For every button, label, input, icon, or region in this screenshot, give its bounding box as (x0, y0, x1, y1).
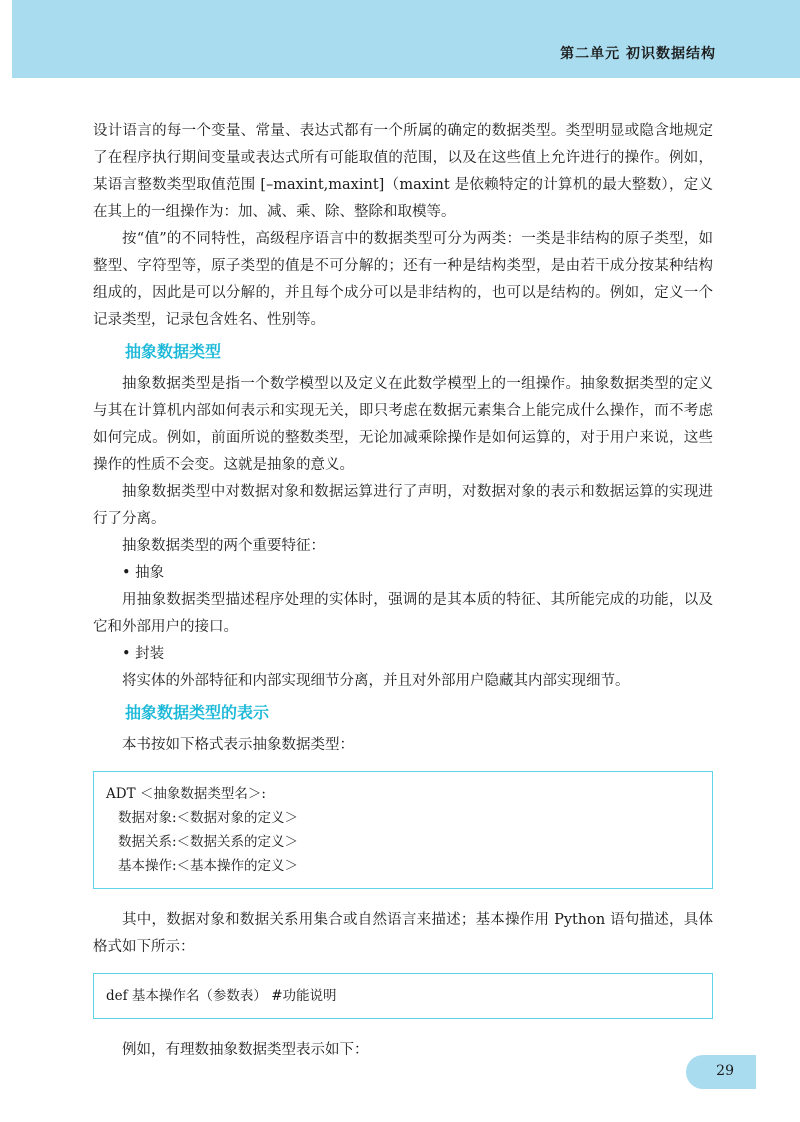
page-number: 29 (716, 1063, 734, 1079)
code-line: ADT ＜抽象数据类型名＞: (106, 786, 266, 802)
paragraph: 抽象数据类型是指一个数学模型以及定义在此数学模型上的一组操作。抽象数据类型的定义与其在计算机内部如何表示和实现无关，即只考虑在数据元素集合上能完成什么操作，而不考虑如何完成。例如，前面所说的整数类型，无论加减乘除操作是如何运算的，对于用户来说，这些操作的性质不会变。这就是抽象的意义。 (93, 376, 713, 473)
paragraph: 抽象数据类型中对数据对象和数据运算进行了声明，对数据对象的表示和数据运算的实现进行了分离。 (93, 484, 713, 527)
code-line: 基本操作:＜基本操作的定义＞ (118, 858, 299, 874)
feature-text: 将实体的外部特征和内部实现细节分离，并且对外部用户隐藏其内部实现细节。 (122, 673, 630, 689)
paragraph: 其中，数据对象和数据关系用集合或自然语言来描述；基本操作用 Python 语句描述，具体格式如下所示： (93, 912, 713, 955)
paragraph: 按“值”的不同特性，高级程序语言中的数据类型可分为两类：一类是非结构的原子类型，如整型、字符型等，原子类型的值是不可分解的；还有一种是结构类型，是由若干成分按某种结构组成的，因此是可以分解的，并且每个成分可以是非结构的，也可以是结构的。例如，定义一个记录类型，记录包含姓名、性别等。 (93, 231, 713, 328)
adt-format-box (93, 771, 713, 889)
unit-title: 第二单元 初识数据结构 (560, 46, 716, 62)
paragraph: 例如，有理数抽象数据类型表示如下： (122, 1042, 369, 1058)
section-heading: 抽象数据类型的表示 (125, 703, 270, 722)
section-heading: 抽象数据类型 (125, 342, 222, 361)
code-line: 数据对象:＜数据对象的定义＞ (118, 810, 299, 826)
feature-title: • 抽象 (122, 565, 165, 581)
paragraph: 抽象数据类型的两个重要特征： (122, 538, 325, 554)
paragraph: 本书按如下格式表示抽象数据类型： (122, 737, 354, 753)
page-content (93, 118, 713, 1064)
paragraph: 设计语言的每一个变量、常量、表达式都有一个所属的确定的数据类型。类型明显或隐含地规定了在程序执行期间变量或表达式所有可能取值的范围，以及在这些值上允许进行的操作。例如，某语言整数类型取值范围 [–maxint,maxint]（maxint 是依赖特定的计算机的最大整数），定义在其上的一组操作为：加、减、乘、除、整除和取模等。 (93, 123, 713, 220)
code-line: def 基本操作名（参数表） #功能说明 (106, 988, 337, 1004)
feature-title: • 封装 (122, 646, 165, 662)
operation-format-box (93, 973, 713, 1019)
code-line: 数据关系:＜数据关系的定义＞ (118, 834, 299, 850)
feature-text: 用抽象数据类型描述程序处理的实体时，强调的是其本质的特征、其所能完成的功能，以及它和外部用户的接口。 (93, 592, 713, 635)
header-band (12, 0, 800, 78)
